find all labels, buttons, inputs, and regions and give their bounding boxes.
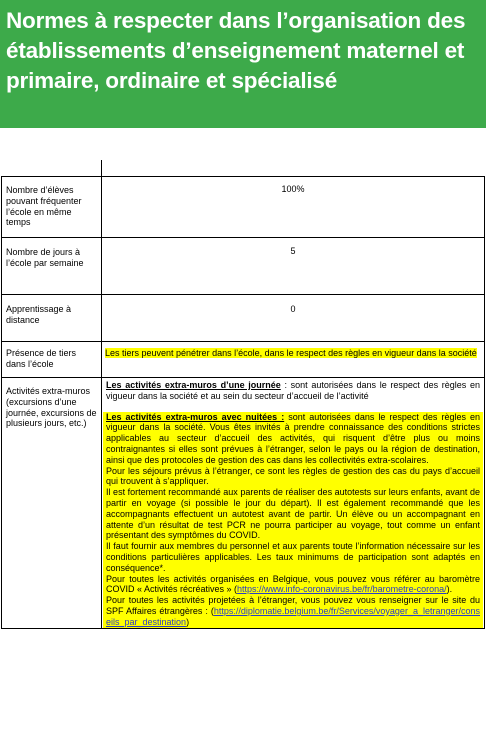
night-activities-text: sont autorisées dans le respect des règles en vigueur dans la société. Vous êtes invités à prendre connaissance des conditions strictes applicables au secteur d’accueil des activités, qui risquent d’être plus ou moins contraignantes si elles sont prévues à l’étranger, selon le pays ou la région de destination, ainsi que des protocoles de gestion des cas dans les collectivités extra-scolaires. [106,411,481,465]
activities-cell [102,378,485,629]
night-activities-title: Les activités extra-muros avec nuitées : [106,411,285,422]
table-row [2,295,485,342]
row-value [102,342,485,378]
foreign-rules-paragraph: Pour les séjours prévus à l’étranger, ce sont les règles de gestion des cas du pays d’accueil qui trouvent à s’appliquer. [106,465,480,487]
row-value: 0 [102,295,485,342]
day-activities-text: : sont autorisées dans le respect des règles en vigueur dans la société et au sein du secteur d’accueil de l’activité [106,380,481,401]
abroad-paragraph: Pour toutes les activités projetées à l’étranger, vous pouvez vous renseigner sur le site du SPF Affaires étrangères : (https://diplomatie.belgium.be/fr/Services/voyager_a_letranger/conseils_par_destination) [106,595,480,627]
row-label: Nombre de jours à l’école par semaine [2,238,102,295]
row-value: 5 [102,238,485,295]
page-title: Normes à respecter dans l’organisation des établissements d’enseignement maternel et primaire, ordinaire et spécialisé [6,8,466,93]
row-label: Apprentissage à distance [2,295,102,342]
barometer-link[interactable]: https://www.info-coronavirus.be/fr/barometre-corona/ [237,584,447,595]
diplomatie-link[interactable]: https://diplomatie.belgium.be/fr/Services/voyager_a_letranger/conseils_par_destination [106,605,480,627]
table-row [2,238,485,295]
table-spacer-row [2,160,485,177]
row-label: Nombre d’élèves pouvant fréquenter l’école en même temps [2,177,102,238]
title-banner [0,0,486,128]
information-paragraph: Il faut fournir aux membres du personnel et aux parents toute l’information nécessaire sur les conditions particulières applicables. Les taux minimums de participation sont adaptés en conséquence*. [106,541,480,573]
night-activities [103,412,483,628]
tiers-text: Les tiers peuvent pénétrer dans l’école, dans le respect des règles en vigueur dans la société [105,348,477,358]
table-row [2,342,485,378]
table-row [2,177,485,238]
norms-table [1,160,485,629]
row-label: Activités extra-muros (excursions d’une journée, excursions de plusieurs jours, etc.) [2,378,102,629]
row-value: 100% [102,177,485,238]
autotest-paragraph: Il est fortement recommandé aux parents de réaliser des autotests sur leurs enfants, avant de partir en voyage (si possible le jour du départ). Il est également recommandé que les accompagnants effectuent un autotest avant de partir. Un élève ou un accompagnant en attente d’un résultat de test PCR ne pourra participer au voyage, tout comme un enfant présentant des symptômes du COVID. [106,487,480,541]
row-label: Présence de tiers dans l’école [2,342,102,378]
day-activities [103,380,483,402]
belgium-paragraph: Pour toutes les activités organisées en Belgique, vous pouvez vous référer au baromètre COVID « Activités récréatives » (https://www.info-coronavirus.be/fr/barometre-corona/). [106,573,480,595]
day-activities-title: Les activités extra-muros d’une journée [106,380,281,390]
table-row [2,378,485,629]
